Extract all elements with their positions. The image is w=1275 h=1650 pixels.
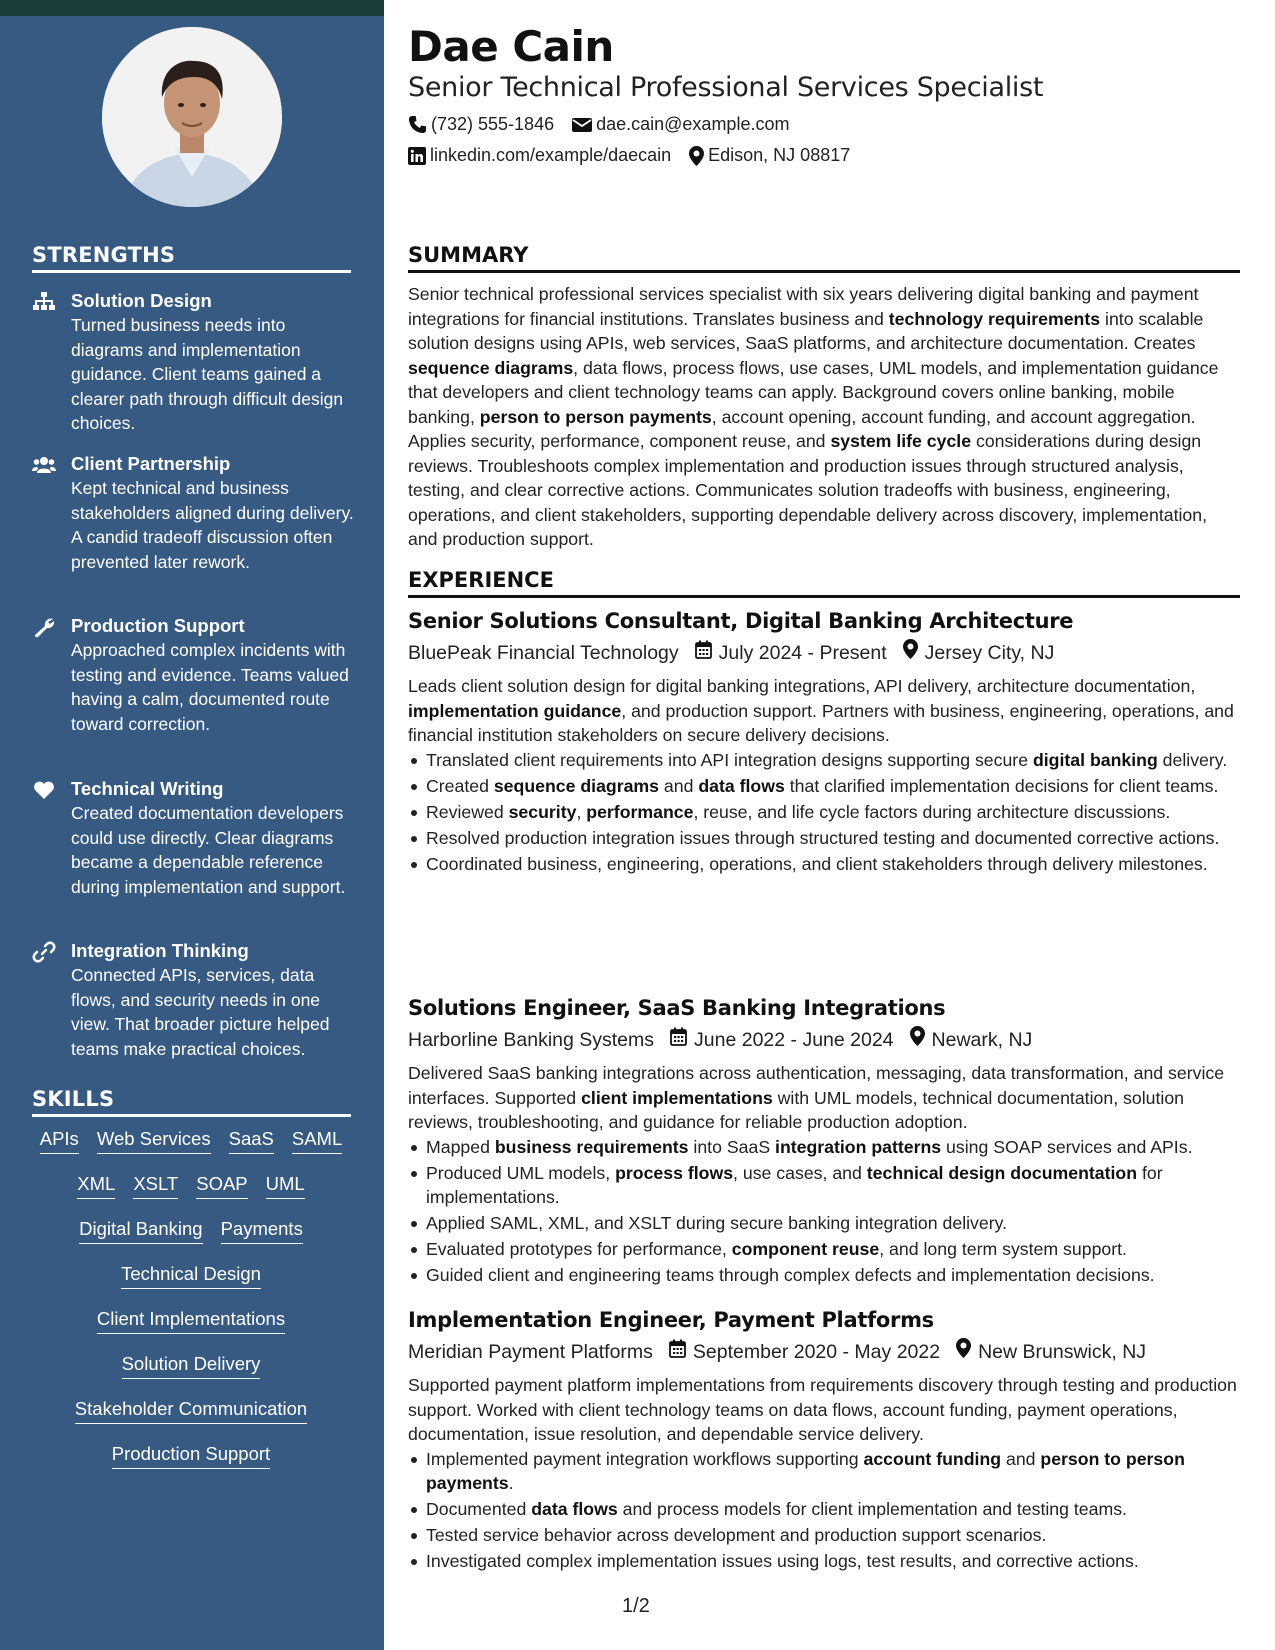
bold-text: data flows — [698, 775, 785, 796]
text-segment: Reviewed — [426, 801, 509, 822]
summary-heading: SUMMARY — [408, 243, 1240, 273]
heart-icon — [32, 779, 56, 801]
job-dates: June 2022 - June 2024 — [694, 1028, 894, 1051]
bold-text: component reuse — [731, 1239, 880, 1259]
skill-row — [30, 1218, 352, 1263]
skill-tag: SOAP — [196, 1173, 247, 1199]
skill-row — [30, 1263, 352, 1308]
text-segment: . — [508, 1473, 514, 1493]
text-segment: Evaluated prototypes for performance, — [426, 1239, 732, 1259]
skill-tag: Payments — [221, 1218, 303, 1244]
text-segment: that clarified implementation decisions for client teams. — [784, 775, 1219, 796]
skill-tag: Technical Design — [121, 1263, 261, 1289]
text-segment: delivery. — [1157, 749, 1228, 770]
text-segment: and — [1001, 1448, 1041, 1469]
text-segment: Leads client solution design for digital banking integrations, API delivery, architecture documentation, — [408, 676, 1196, 696]
bold-text: performance — [586, 801, 694, 822]
bullet-item — [426, 800, 1240, 825]
job-location: New Brunswick, NJ — [978, 1340, 1147, 1363]
text-segment: , reuse, and life cycle factors during architecture discussions. — [693, 801, 1171, 822]
skill-row — [30, 1443, 352, 1488]
skill-tag: Stakeholder Communication — [75, 1398, 307, 1424]
text-segment: Resolved production integration issues through structured testing and documented corrective actions. — [426, 827, 1220, 848]
text-segment: , use cases, and — [733, 1162, 867, 1183]
company-name: BluePeak Financial Technology — [408, 641, 679, 664]
contact-row — [408, 145, 868, 166]
strength-item — [32, 289, 362, 436]
text-segment: , and production support. Partners with business, engineering, operations, and financial institution stakeholders on secure delivery decisions. — [408, 700, 1234, 745]
envelope-icon — [572, 117, 592, 133]
sidebar — [0, 0, 384, 1650]
text-segment: Tested service behavior across development and production support scenarios. — [426, 1525, 1047, 1545]
text-segment: , account opening, account funding, and account aggregation. Applies security, performance, component reuse, and — [408, 406, 1196, 451]
skill-tag: SAML — [292, 1128, 342, 1154]
bold-text: person to person payments — [479, 406, 712, 427]
calendar-icon — [669, 1339, 686, 1365]
sidebar-top-band — [0, 0, 384, 16]
skill-row — [30, 1308, 352, 1353]
skill-row — [30, 1173, 352, 1218]
strength-title: Client Partnership — [71, 453, 231, 474]
text-segment: , — [576, 801, 587, 822]
job-description — [408, 674, 1240, 748]
map-pin-icon — [903, 639, 918, 666]
bullet-item — [426, 1447, 1240, 1496]
job-dates: July 2024 - Present — [718, 641, 887, 664]
skill-tag: Web Services — [97, 1128, 211, 1154]
candidate-role: Senior Technical Professional Services Specialist — [408, 72, 1044, 103]
text-segment: Documented — [426, 1499, 532, 1519]
bullet-item — [426, 1497, 1240, 1522]
bold-text: technical design documentation — [866, 1162, 1138, 1183]
skill-tag: XSLT — [133, 1173, 178, 1199]
text-segment: Mapped — [426, 1136, 495, 1157]
text-segment: and — [659, 775, 699, 796]
skill-tag: Solution Delivery — [122, 1353, 261, 1379]
text-segment: into scalable solution designs using APIs, web services, SaaS platforms, and architecture documentation. Creates — [408, 308, 1204, 353]
bold-text: technology requirements — [888, 308, 1101, 329]
bold-text: business requirements — [494, 1136, 689, 1157]
skills-heading: SKILLS — [32, 1087, 351, 1117]
text-segment: Applied SAML, XML, and XSLT during secure banking integration delivery. — [426, 1213, 1008, 1233]
experience-heading: EXPERIENCE — [408, 568, 1240, 598]
bullet-item — [426, 774, 1240, 799]
text-segment: Implemented payment integration workflows supporting — [426, 1448, 864, 1469]
skill-row — [30, 1398, 352, 1443]
bold-text: implementation guidance — [408, 700, 622, 721]
skill-tag: XML — [77, 1173, 115, 1199]
strength-description: Approached complex incidents with testing and evidence. Teams valued having a calm, documented route toward correction. — [71, 640, 349, 734]
text-segment: Guided client and engineering teams through complex defects and implementation decisions. — [426, 1265, 1155, 1285]
job-title: Implementation Engineer, Payment Platforms — [408, 1308, 934, 1332]
text-segment: , data flows, process flows, use cases, UML models, and implementation guidance that developers and client technology teams can apply. Background covers online banking, mobile banking, — [408, 357, 1219, 427]
text-segment: for implementations. — [426, 1162, 1163, 1207]
strengths-heading: STRENGTHS — [32, 243, 351, 273]
bold-text: digital banking — [1032, 749, 1158, 770]
job-entry — [408, 994, 1240, 1289]
bullet-item — [426, 1523, 1240, 1548]
phone-icon — [408, 115, 427, 134]
bold-text: process flows — [615, 1162, 734, 1183]
bullet-item — [426, 1263, 1240, 1288]
text-segment: Investigated complex implementation issues using logs, test results, and corrective actions. — [426, 1551, 1139, 1571]
location-text: Edison, NJ 08817 — [708, 145, 851, 165]
strength-title: Technical Writing — [71, 778, 224, 799]
job-bullets — [408, 748, 1240, 877]
skill-tag: Digital Banking — [79, 1218, 202, 1244]
bullet-item — [426, 826, 1240, 851]
job-meta — [408, 1338, 1240, 1365]
bullet-item — [426, 1135, 1240, 1160]
linkedin-url[interactable]: linkedin.com/example/daecain — [430, 145, 672, 165]
job-entry — [408, 1306, 1240, 1575]
bold-text: person to person payments — [426, 1448, 1185, 1493]
job-bullets — [408, 1447, 1240, 1574]
map-pin-icon — [910, 1026, 925, 1053]
strength-item — [32, 614, 362, 736]
job-dates: September 2020 - May 2022 — [692, 1340, 941, 1363]
job-meta — [408, 639, 1240, 666]
bold-text: system life cycle — [830, 431, 972, 451]
users-icon — [32, 454, 56, 476]
calendar-icon — [695, 640, 712, 666]
bold-text: client implementations — [581, 1087, 773, 1108]
job-location: Jersey City, NJ — [924, 641, 1055, 664]
wrench-icon — [32, 616, 56, 638]
text-segment: Senior technical professional services specialist with six years delivering digital banking and payment integrations for financial institutions. Translates business and — [408, 284, 1199, 329]
map-pin-icon — [689, 146, 704, 166]
skill-tag: UML — [266, 1173, 305, 1199]
text-segment: Coordinated business, engineering, operations, and client stakeholders through delivery milestones. — [426, 853, 1208, 874]
sitemap-icon — [32, 291, 56, 313]
bullet-item — [426, 1211, 1240, 1236]
skill-tag: Production Support — [112, 1443, 270, 1469]
job-title: Senior Solutions Consultant, Digital Banking Architecture — [408, 609, 1074, 633]
bold-text: sequence diagrams — [408, 357, 574, 378]
bold-text: sequence diagrams — [493, 775, 659, 796]
job-location: Newark, NJ — [931, 1028, 1033, 1051]
skill-tag: Client Implementations — [97, 1308, 285, 1334]
contact-row — [408, 114, 807, 135]
company-name: Harborline Banking Systems — [408, 1028, 655, 1051]
text-segment: Created — [426, 775, 494, 796]
strength-description: Connected APIs, services, data flows, and security needs in one view. That broader picture helped teams make practical choices. — [71, 965, 330, 1059]
phone-number: (732) 555-1846 — [431, 114, 555, 134]
bold-text: integration patterns — [775, 1136, 942, 1157]
bullet-item — [426, 1161, 1240, 1210]
email-address[interactable]: dae.cain@example.com — [596, 114, 790, 134]
company-name: Meridian Payment Platforms — [408, 1340, 653, 1363]
bold-text: security — [508, 801, 577, 822]
candidate-name: Dae Cain — [408, 22, 614, 71]
bullet-item — [426, 1549, 1240, 1574]
job-bullets — [408, 1135, 1240, 1288]
strength-description: Kept technical and business stakeholders aligned during delivery. A candid tradeoff discussion often prevented later rework. — [71, 478, 354, 572]
text-segment: Delivered SaaS banking integrations across authentication, messaging, data transformation, and service interfaces. Supported — [408, 1063, 1225, 1108]
text-segment: Produced UML models, — [426, 1162, 616, 1183]
person-photo-icon — [102, 27, 282, 207]
bullet-item — [426, 748, 1240, 773]
strength-description: Turned business needs into diagrams and implementation guidance. Client teams gained a clearer path through difficult design choices. — [71, 315, 344, 433]
text-segment: considerations during design reviews. Troubleshoots complex implementation and production issues through structured analysis, testing, and clear corrective actions. Communicates solution tradeoffs with business, engineering, operations, and client stakeholders, supporting dependable delivery across discovery, implementation, and production support. — [408, 431, 1208, 549]
bold-text: data flows — [531, 1499, 618, 1519]
job-description — [408, 1061, 1240, 1135]
text-segment: and process models for client implementation and testing teams. — [617, 1499, 1127, 1519]
skill-tag: SaaS — [229, 1128, 274, 1154]
skills-list — [30, 1128, 352, 1488]
strength-item — [32, 777, 362, 899]
text-segment: , and long term system support. — [879, 1239, 1127, 1259]
text-segment: with UML models, technical documentation, solution reviews, troubleshooting, and guidance for reliable production adoption. — [408, 1087, 1184, 1132]
bullet-item — [426, 852, 1240, 877]
calendar-icon — [670, 1027, 687, 1053]
job-description — [408, 1373, 1240, 1447]
bold-text: account funding — [863, 1448, 1002, 1469]
profile-photo — [102, 27, 282, 207]
text-segment: Supported payment platform implementations from requirements discovery through testing and production support. Worked with client technology teams on data flows, account funding, payment operations, documentation, issue resolution, and dependable service delivery. — [408, 1375, 1237, 1444]
summary-text — [408, 282, 1240, 552]
job-meta — [408, 1026, 1240, 1053]
email-contact[interactable] — [572, 114, 789, 135]
text-segment: using SOAP services and APIs. — [941, 1136, 1193, 1157]
job-entry — [408, 607, 1240, 878]
text-segment: into SaaS — [688, 1136, 776, 1157]
skill-row — [30, 1353, 352, 1398]
strength-item — [32, 452, 362, 574]
strength-title: Integration Thinking — [71, 940, 249, 961]
skill-row — [30, 1128, 352, 1173]
location-contact — [689, 145, 850, 166]
link-icon — [32, 941, 56, 963]
text-segment: Translated client requirements into API integration designs supporting secure — [426, 749, 1033, 770]
map-pin-icon — [956, 1338, 971, 1365]
bullet-item — [426, 1237, 1240, 1262]
strength-item — [32, 939, 362, 1061]
strength-title: Production Support — [71, 615, 245, 636]
strength-description: Created documentation developers could use directly. Clear diagrams became a dependable reference during implementation and support. — [71, 803, 346, 897]
skill-tag: APIs — [40, 1128, 79, 1154]
page-number: 1/2 — [622, 1595, 650, 1617]
linkedin-contact[interactable] — [408, 145, 671, 166]
strength-title: Solution Design — [71, 290, 212, 311]
phone-contact — [408, 114, 554, 135]
job-title: Solutions Engineer, SaaS Banking Integrations — [408, 996, 946, 1020]
linkedin-icon — [408, 147, 426, 165]
